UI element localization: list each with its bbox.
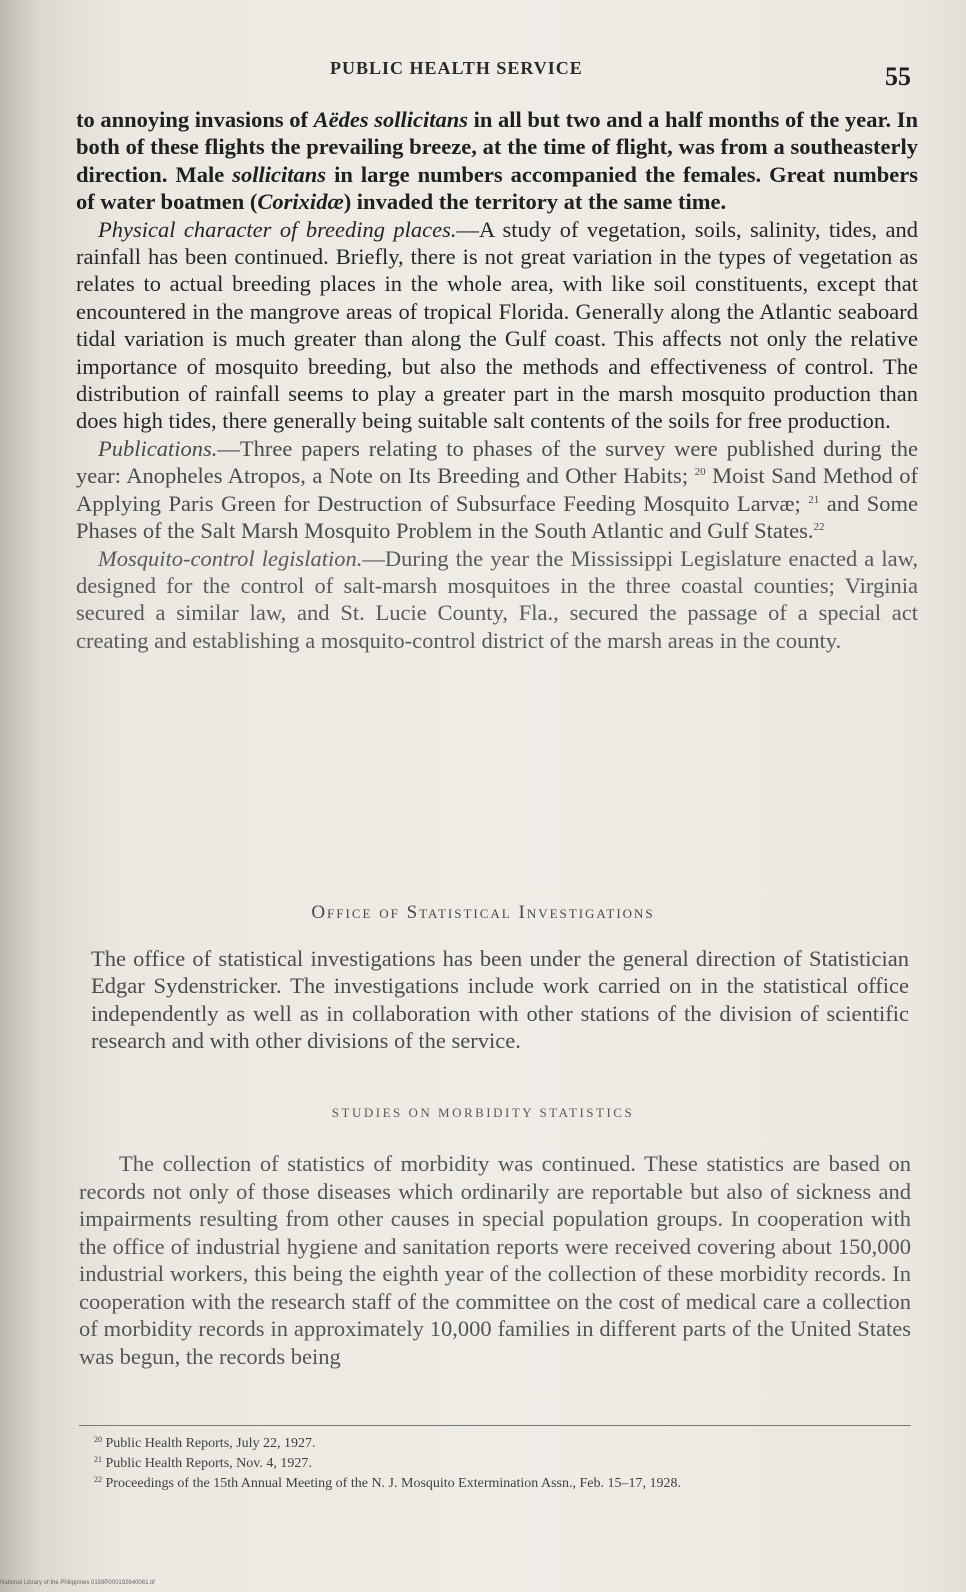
footnote-ref: 20 xyxy=(694,466,706,479)
footnote-22 xyxy=(78,1472,918,1492)
scan-identifier: National Library of the Philippines 0159P000192640061.tif xyxy=(0,1580,155,1586)
subsection-heading-studies: STUDIES ON MORBIDITY STATISTICS xyxy=(331,1105,635,1120)
paragraph-label: Mosquito-control legislation. xyxy=(98,545,363,571)
species-name: Aëdes sollicitans xyxy=(313,107,468,132)
family-name: Corixidæ xyxy=(257,189,344,215)
paragraph-text: The collection of statistics of morbidity was continued. These statistics are based on records not only of those diseases which ordinarily are reportable but also of sickness and impairments resulting from other causes in special population groups. In cooperation with the office of industrial hygiene and sanitation reports were received covering about 150,000 industrial workers, this being the eighth year of the collection of these morbidity records. In cooperation with the research staff of the committee on the cost of medical care a collection of morbidity records in approximately 10,000 families in different parts of the United States was begun, the records being xyxy=(79,1151,911,1369)
text-run: Moist Sand Method of Applying Paris Green for Destruction of Subsurface Feeding Mosquito Larvæ; xyxy=(76,463,918,516)
paragraph-office: The office of statistical investigations has been under the general direction of Statistician Edgar Sydenstricker. The investigations include work carried on in the statistical office independently as well as in collaboration with other stations of the division of scientific research and with other divisions of the service. xyxy=(91,946,909,1054)
footnote-text: Public Health Reports, Nov. 4, 1927. xyxy=(105,1456,312,1471)
text-run: and Some Phases of the Salt Marsh Mosquito Problem in the South Atlantic and Gulf States. xyxy=(76,490,918,544)
footnote-text: Public Health Reports, July 22, 1927. xyxy=(105,1436,316,1451)
paragraph-publications xyxy=(76,435,918,545)
paragraph-text: —A study of vegetation, soils, salinity, tides, and rainfall has been continued. Briefly, there is not great variation in the types of vegetation as relates to actual breeding places in the whole area, with like soil constituents, except that encountered in the mangrove areas of tropical Florida. Generally along the Atlantic seaboard tidal variation is much greater than along the Gulf coast. This affects not only the relative importance of mosquito breeding, but also the methods and effectiveness of control. The distribution of rainfall seems to play a greater part in the marsh mosquito production than does high tides, there generally being suitable salt contents of the soils for free production. xyxy=(76,216,918,434)
paragraph-morbidity xyxy=(79,1150,911,1370)
text-run: ) invaded the territory at the same time. xyxy=(343,189,727,215)
footnote-number: 21 xyxy=(94,1455,102,1464)
paragraph-text: —During the year the Mississippi Legislature enacted a law, designed for the control of salt-marsh mosquitoes in the three coastal counties; Virginia secured a similar law, and St. Lucie County, Fla., secured the passage of a special act creating and establishing a mosquito-control district of the marsh areas in the county. xyxy=(76,545,918,653)
body-text xyxy=(76,106,918,654)
footnote-20 xyxy=(78,1432,918,1452)
text-run: —Three papers relating to phases of the survey were published during the year: Anopheles Atropos, a Note on Its Breeding and Other Habits; xyxy=(76,435,918,489)
text-run: to annoying invasions of xyxy=(76,107,314,132)
paragraph-breeding-places xyxy=(76,216,918,435)
footnote-ref: 22 xyxy=(813,521,825,534)
paragraph-label: Physical character of breeding places. xyxy=(98,216,457,242)
paragraph-aedes-invasions xyxy=(76,106,918,216)
paragraph-legislation xyxy=(76,545,918,655)
footnote-rule xyxy=(79,1425,911,1426)
footnote-number: 22 xyxy=(94,1475,102,1484)
text-run: in large numbers accompanied the females. Great numbers of water boatmen ( xyxy=(76,161,918,215)
footnote-ref: 21 xyxy=(808,493,820,506)
footnote-21 xyxy=(78,1452,918,1472)
section-heading-office: Office of Statistical Investigations xyxy=(311,902,655,923)
text-run: in all but two and a half months of the year. In both of these flights the prevailing breeze, at the time of flight, was from a southeasterly direction. Male xyxy=(76,107,918,187)
species-name: sollicitans xyxy=(232,161,327,187)
running-head: PUBLIC HEALTH SERVICE xyxy=(330,58,583,78)
footnotes xyxy=(78,1432,918,1492)
footnote-text: Proceedings of the 15th Annual Meeting of the N. J. Mosquito Extermination Assn., Feb. 15–17, 1928. xyxy=(105,1476,682,1491)
footnote-number: 20 xyxy=(94,1435,102,1444)
paragraph-label: Publications. xyxy=(98,435,218,461)
page-number: 55 xyxy=(885,62,911,91)
